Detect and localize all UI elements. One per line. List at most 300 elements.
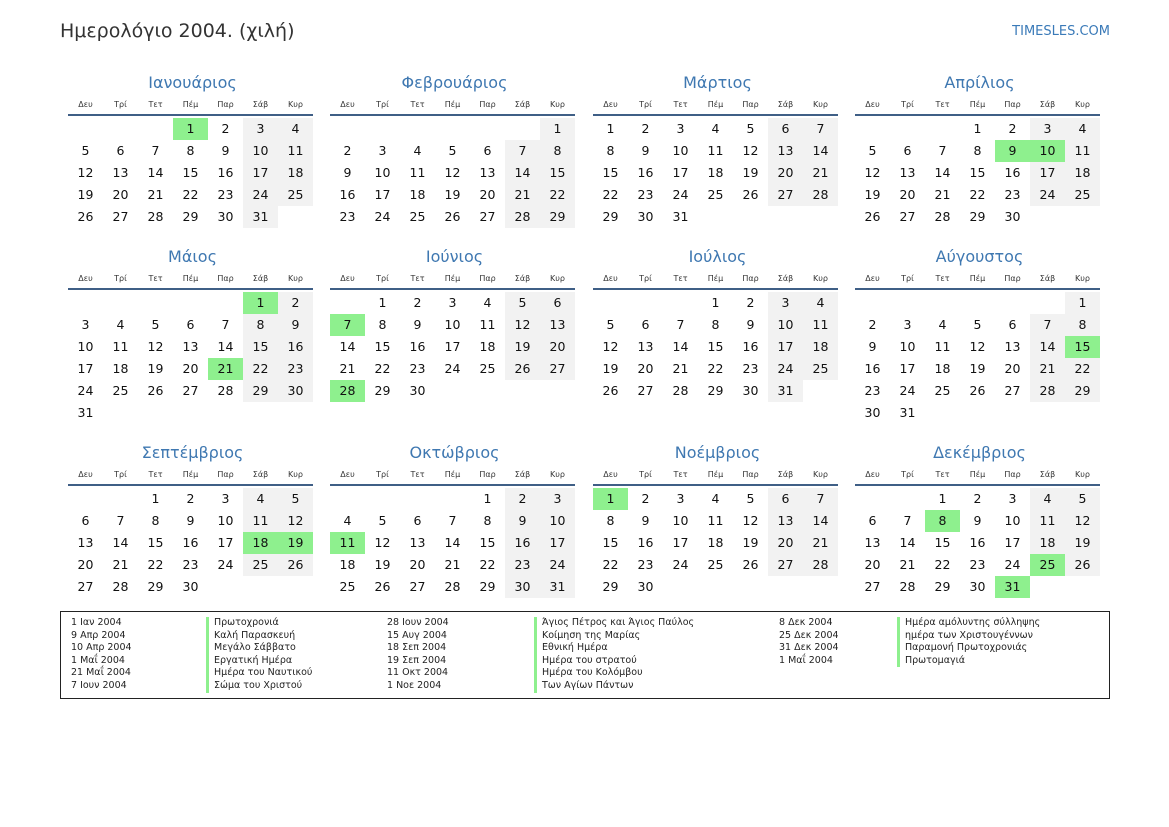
day-cell: 21	[1030, 358, 1065, 380]
holiday-date: 1 Μαΐ 2004	[71, 654, 125, 666]
weekday-header	[593, 268, 838, 290]
holiday-dates-column	[779, 617, 839, 667]
day-cell: 9	[278, 314, 313, 336]
weekday-label: Δευ	[603, 469, 618, 479]
day-cell: 29	[182, 209, 199, 224]
day-cell: 20	[112, 187, 129, 202]
day-cell: 4	[483, 295, 492, 310]
week-row	[855, 118, 1100, 140]
day-cell: 14	[1030, 336, 1065, 358]
day-cell: 13	[540, 314, 575, 336]
weekday-label: Παρ	[479, 99, 496, 109]
day-cell: 28	[672, 383, 689, 398]
empty-day-cell	[243, 402, 278, 424]
day-cell: 29	[602, 209, 619, 224]
day-cell: 2	[641, 121, 650, 136]
holiday-date: 9 Απρ 2004	[71, 629, 126, 641]
day-cell: 10	[444, 317, 461, 332]
day-cell: 13	[479, 165, 496, 180]
week-row	[855, 402, 1100, 424]
week-row	[593, 118, 838, 140]
month-10	[330, 442, 575, 598]
week-row	[330, 118, 575, 140]
day-cell: 9	[973, 513, 982, 528]
week-row	[330, 292, 575, 314]
day-cell: 5	[151, 317, 160, 332]
week-row	[68, 576, 313, 598]
day-cell: 18	[934, 361, 951, 376]
day-cell: 7	[1030, 314, 1065, 336]
day-cell: 14	[803, 140, 838, 162]
day-cell: 15	[374, 339, 391, 354]
day-cell: 4	[243, 488, 278, 510]
day-cell: 21	[339, 361, 356, 376]
day-cell: 29	[374, 383, 391, 398]
day-cell: 30	[505, 576, 540, 598]
day-cell: 12	[147, 339, 164, 354]
month-11	[593, 442, 838, 598]
day-cell: 13	[768, 510, 803, 532]
empty-day-cell	[435, 118, 470, 140]
day-cell: 10	[672, 143, 689, 158]
week-row	[855, 380, 1100, 402]
day-cell: 22	[969, 187, 986, 202]
week-row	[68, 510, 313, 532]
week-row	[330, 140, 575, 162]
holiday-name: Εργατική Ημέρα	[206, 655, 312, 668]
weekday-label: Σάβ	[252, 273, 269, 283]
day-cell: 21	[147, 187, 164, 202]
empty-day-cell	[330, 292, 365, 314]
weekday-label: Σάβ	[777, 469, 794, 479]
day-cell: 6	[868, 513, 877, 528]
day-cell: 22	[147, 557, 164, 572]
day-cell: 30	[637, 579, 654, 594]
day-cell: 7	[151, 143, 160, 158]
day-cell: 17	[444, 339, 461, 354]
empty-day-cell	[663, 576, 698, 598]
day-cell: 8	[973, 143, 982, 158]
weekday-label: Τετ	[673, 99, 688, 109]
month-name: Μάρτιος	[683, 73, 752, 92]
weekday-label: Τετ	[410, 99, 425, 109]
day-cell: 4	[116, 317, 125, 332]
day-cell: 2	[186, 491, 195, 506]
week-row	[855, 554, 1100, 576]
day-cell: 14	[803, 510, 838, 532]
day-cell: 17	[672, 535, 689, 550]
weekday-label: Παρ	[479, 273, 496, 283]
weekday-label: Πέμ	[182, 99, 199, 109]
day-cell: 29	[1065, 380, 1100, 402]
day-cell: 2	[868, 317, 877, 332]
week-row	[593, 510, 838, 532]
weekday-label: Παρ	[217, 469, 234, 479]
week-row	[330, 554, 575, 576]
weekday-header	[855, 94, 1100, 116]
week-row	[68, 532, 313, 554]
weekday-label: Δευ	[603, 99, 618, 109]
day-cell: 22	[243, 358, 278, 380]
day-cell: 19	[77, 187, 94, 202]
weekday-label: Δευ	[78, 273, 93, 283]
day-cell: 13	[112, 165, 129, 180]
site-link[interactable]: TIMESLES.COM	[1012, 24, 1110, 39]
day-cell: 21	[505, 184, 540, 206]
weekday-label: Σάβ	[777, 99, 794, 109]
day-cell: 16	[409, 339, 426, 354]
day-cell: 9	[641, 143, 650, 158]
weekday-label: Παρ	[217, 273, 234, 283]
week-row	[593, 336, 838, 358]
day-cell: 3	[221, 491, 230, 506]
empty-day-cell	[138, 292, 173, 314]
day-cell: 25	[278, 184, 313, 206]
day-cell: 11	[1030, 510, 1065, 532]
week-row	[593, 140, 838, 162]
day-cell: 13	[864, 535, 881, 550]
day-cell: 19	[444, 187, 461, 202]
weekday-label: Δευ	[78, 99, 93, 109]
day-cell: 14	[217, 339, 234, 354]
weekday-label: Παρ	[742, 469, 759, 479]
day-cell: 5	[278, 488, 313, 510]
day-cell: 15	[934, 535, 951, 550]
day-cell: 25	[479, 361, 496, 376]
day-cell: 12	[1065, 510, 1100, 532]
day-cell: 3	[676, 491, 685, 506]
empty-day-cell	[890, 488, 925, 510]
empty-day-cell	[698, 576, 733, 598]
day-cell: 31	[540, 576, 575, 598]
empty-day-cell	[663, 292, 698, 314]
day-cell: 17	[1030, 162, 1065, 184]
weekday-header	[68, 268, 313, 290]
day-cell: 11	[479, 317, 496, 332]
week-row	[68, 140, 313, 162]
month-name: Ιούλιος	[688, 247, 747, 266]
day-cell: 20	[77, 557, 94, 572]
weekday-label: Σάβ	[777, 273, 794, 283]
day-cell: 2	[746, 295, 755, 310]
day-cell: 12	[969, 339, 986, 354]
day-cell: 27	[112, 209, 129, 224]
day-cell: 3	[81, 317, 90, 332]
day-cell: 9	[505, 510, 540, 532]
day-cell: 22	[479, 557, 496, 572]
day-cell: 2	[221, 121, 230, 136]
weekday-header	[593, 464, 838, 486]
month-6	[330, 246, 575, 402]
holiday-date: 15 Αυγ 2004	[387, 629, 447, 641]
week-row	[68, 380, 313, 402]
weekday-label: Δευ	[865, 469, 880, 479]
day-cell: 22	[374, 361, 391, 376]
day-cell: 5	[606, 317, 615, 332]
day-cell: 14	[147, 165, 164, 180]
holiday-name: Παραμονή Πρωτοχρονιάς	[897, 642, 1040, 655]
holiday-date: 11 Οκτ 2004	[387, 667, 449, 679]
weekday-header	[593, 94, 838, 116]
day-cell: 29	[602, 579, 619, 594]
day-cell: 23	[637, 557, 654, 572]
day-cell: 15	[479, 535, 496, 550]
empty-day-cell	[890, 292, 925, 314]
day-cell: 6	[768, 488, 803, 510]
day-cell: 6	[483, 143, 492, 158]
empty-day-cell	[1065, 576, 1100, 598]
day-cell: 15	[540, 162, 575, 184]
empty-day-cell	[698, 206, 733, 228]
empty-day-cell	[1030, 576, 1065, 598]
day-cell: 28	[330, 380, 365, 402]
day-cell: 7	[803, 118, 838, 140]
day-cell: 8	[483, 513, 492, 528]
day-cell: 20	[864, 557, 881, 572]
day-cell: 23	[339, 209, 356, 224]
day-cell: 30	[409, 383, 426, 398]
day-cell: 9	[746, 317, 755, 332]
weekday-label: Πέμ	[707, 99, 724, 109]
day-cell: 23	[637, 187, 654, 202]
holiday-name: Πρωτομαγιά	[897, 655, 1040, 668]
day-cell: 4	[1065, 118, 1100, 140]
weekday-label: Παρ	[217, 99, 234, 109]
day-cell: 20	[637, 361, 654, 376]
holiday-date: 7 Ιουν 2004	[71, 679, 127, 691]
empty-day-cell	[803, 576, 838, 598]
weekday-label: Δευ	[865, 99, 880, 109]
day-cell: 10	[243, 140, 278, 162]
day-cell: 1	[938, 491, 947, 506]
weekday-label: Τρί	[114, 469, 127, 479]
day-cell: 3	[540, 488, 575, 510]
holiday-name: Άγιος Πέτρος και Άγιος Παύλος	[534, 617, 694, 630]
empty-day-cell	[243, 576, 278, 598]
month-4	[855, 72, 1100, 228]
day-cell: 12	[374, 535, 391, 550]
day-cell: 11	[1065, 140, 1100, 162]
day-cell: 10	[768, 314, 803, 336]
weekday-label: Δευ	[340, 273, 355, 283]
day-cell: 28	[505, 206, 540, 228]
empty-day-cell	[470, 380, 505, 402]
day-cell: 5	[448, 143, 457, 158]
week-row	[855, 206, 1100, 228]
day-cell: 26	[374, 579, 391, 594]
weekday-label: Κυρ	[1075, 273, 1090, 283]
day-cell: 16	[637, 165, 654, 180]
holiday-date: 18 Σεπ 2004	[387, 642, 447, 654]
day-cell: 13	[77, 535, 94, 550]
empty-day-cell	[278, 576, 313, 598]
day-cell: 9	[413, 317, 422, 332]
empty-day-cell	[103, 118, 138, 140]
day-cell: 17	[672, 165, 689, 180]
week-row	[593, 184, 838, 206]
weekday-label: Κυρ	[813, 273, 828, 283]
day-cell: 18	[1030, 532, 1065, 554]
day-cell: 19	[278, 532, 313, 554]
week-row	[855, 576, 1100, 598]
week-row	[68, 206, 313, 228]
weekday-label: Πέμ	[707, 273, 724, 283]
day-cell: 19	[742, 165, 759, 180]
weekday-label: Σάβ	[514, 99, 531, 109]
weekday-label: Πέμ	[182, 469, 199, 479]
day-cell: 25	[243, 554, 278, 576]
day-cell: 18	[339, 557, 356, 572]
day-cell: 19	[864, 187, 881, 202]
holiday-name: Ημέρα αμόλυντης σύλληψης	[897, 617, 1040, 630]
weekday-label: Σάβ	[1039, 99, 1056, 109]
empty-day-cell	[103, 402, 138, 424]
weekday-label: Κυρ	[288, 469, 303, 479]
weekday-label: Τετ	[148, 469, 163, 479]
day-cell: 25	[707, 557, 724, 572]
holiday-date: 21 Μαΐ 2004	[71, 667, 131, 679]
holiday-name: Κοίμηση της Μαρίας	[534, 630, 694, 643]
day-cell: 22	[540, 184, 575, 206]
day-cell: 12	[444, 165, 461, 180]
weekday-label: Σάβ	[1039, 273, 1056, 283]
day-cell: 28	[899, 579, 916, 594]
day-cell: 20	[899, 187, 916, 202]
day-cell: 2	[1008, 121, 1017, 136]
empty-day-cell	[1030, 206, 1065, 228]
day-cell: 23	[217, 187, 234, 202]
day-cell: 7	[221, 317, 230, 332]
weekday-header	[330, 268, 575, 290]
day-cell: 13	[1004, 339, 1021, 354]
holiday-name: Των Αγίων Πάντων	[534, 680, 694, 693]
weekday-label: Τρί	[639, 273, 652, 283]
weekday-label: Σάβ	[514, 273, 531, 283]
week-row	[593, 292, 838, 314]
day-cell: 20	[1004, 361, 1021, 376]
day-cell: 6	[81, 513, 90, 528]
weekday-label: Παρ	[1004, 99, 1021, 109]
day-cell: 5	[81, 143, 90, 158]
day-cell: 24	[768, 358, 803, 380]
holiday-name: Ημέρα του στρατού	[534, 655, 694, 668]
weekday-label: Τετ	[935, 273, 950, 283]
day-cell: 28	[217, 383, 234, 398]
day-cell: 3	[676, 121, 685, 136]
empty-day-cell	[278, 206, 313, 228]
day-cell: 17	[768, 336, 803, 358]
week-row	[330, 336, 575, 358]
day-cell: 25	[803, 358, 838, 380]
weekday-label: Τετ	[148, 273, 163, 283]
day-cell: 13	[409, 535, 426, 550]
day-cell: 14	[672, 339, 689, 354]
day-cell: 22	[934, 557, 951, 572]
day-cell: 25	[707, 187, 724, 202]
empty-day-cell	[628, 292, 663, 314]
day-cell: 8	[243, 314, 278, 336]
empty-day-cell	[330, 488, 365, 510]
day-cell: 15	[243, 336, 278, 358]
day-cell: 1	[540, 118, 575, 140]
day-cell: 31	[672, 209, 689, 224]
day-cell: 15	[602, 535, 619, 550]
day-cell: 9	[186, 513, 195, 528]
day-cell: 29	[707, 383, 724, 398]
day-cell: 23	[505, 554, 540, 576]
week-row	[855, 184, 1100, 206]
day-cell: 20	[182, 361, 199, 376]
day-cell: 4	[803, 292, 838, 314]
day-cell: 16	[742, 339, 759, 354]
day-cell: 10	[1004, 513, 1021, 528]
day-cell: 27	[768, 554, 803, 576]
day-cell: 14	[899, 535, 916, 550]
holiday-name: Πρωτοχρονιά	[206, 617, 312, 630]
weekday-label: Κυρ	[813, 469, 828, 479]
day-cell: 18	[479, 339, 496, 354]
holiday-date: 19 Σεπ 2004	[387, 654, 447, 666]
holiday-names-column	[534, 617, 694, 693]
day-cell: 24	[540, 554, 575, 576]
day-cell: 24	[217, 557, 234, 572]
day-cell: 1	[151, 491, 160, 506]
empty-day-cell	[925, 292, 960, 314]
weekday-label: Κυρ	[1075, 99, 1090, 109]
day-cell: 3	[1030, 118, 1065, 140]
day-cell: 9	[995, 140, 1030, 162]
week-row	[68, 292, 313, 314]
empty-day-cell	[960, 402, 995, 424]
day-cell: 19	[602, 361, 619, 376]
day-cell: 12	[602, 339, 619, 354]
day-cell: 2	[343, 143, 352, 158]
day-cell: 19	[374, 557, 391, 572]
day-cell: 8	[606, 513, 615, 528]
empty-day-cell	[733, 206, 768, 228]
day-cell: 17	[243, 162, 278, 184]
day-cell: 27	[540, 358, 575, 380]
day-cell: 27	[409, 579, 426, 594]
month-name: Απρίλιος	[944, 73, 1015, 92]
day-cell: 4	[711, 121, 720, 136]
day-cell: 12	[278, 510, 313, 532]
empty-day-cell	[103, 292, 138, 314]
weekday-label: Τετ	[935, 469, 950, 479]
weekday-label: Πέμ	[444, 469, 461, 479]
day-cell: 17	[899, 361, 916, 376]
day-cell: 6	[641, 317, 650, 332]
day-cell: 26	[147, 383, 164, 398]
day-cell: 16	[278, 336, 313, 358]
day-cell: 16	[182, 535, 199, 550]
day-cell: 30	[217, 209, 234, 224]
month-name: Δεκέμβριος	[933, 443, 1026, 462]
holiday-date: 25 Δεκ 2004	[779, 629, 839, 641]
weekday-label: Τρί	[376, 273, 389, 283]
day-cell: 21	[803, 532, 838, 554]
week-row	[68, 488, 313, 510]
day-cell: 27	[479, 209, 496, 224]
holiday-names-column	[897, 617, 1040, 667]
day-cell: 3	[1008, 491, 1017, 506]
day-cell: 8	[606, 143, 615, 158]
empty-day-cell	[995, 402, 1030, 424]
day-cell: 4	[938, 317, 947, 332]
week-row	[593, 488, 838, 510]
day-cell: 26	[1065, 554, 1100, 576]
empty-day-cell	[68, 292, 103, 314]
